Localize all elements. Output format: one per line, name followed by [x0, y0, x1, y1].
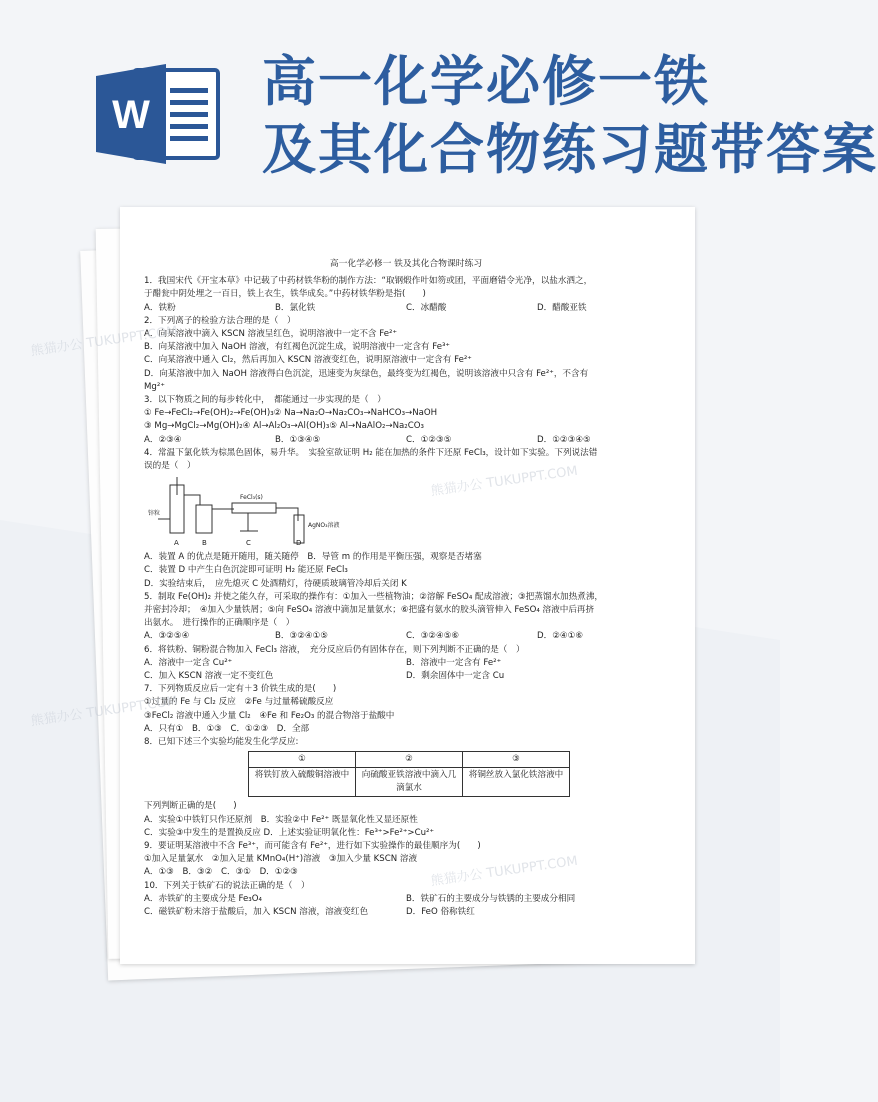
q3-stem: 3．以下物质之间的每步转化中， 都能通过一步实现的是（ ）: [144, 395, 386, 406]
q5-options: [144, 630, 668, 643]
q4-option-c: C．装置 D 中产生白色沉淀即可证明 H₂ 能还原 FeCl₃: [144, 565, 348, 576]
table-header-cell: ①: [249, 752, 356, 768]
q8-judge: 下列判断正确的是( ): [144, 801, 237, 812]
q1-stem-1: 1．我国宋代《开宝本草》中记载了中药材铁华粉的制作方法：“取钢煅作叶如笏或团，平面磨错令光净，以盐水洒之，: [144, 276, 593, 287]
q9-stem: 9．要证明某溶液中不含 Fe³⁺，而可能含有 Fe²⁺，进行如下实验操作的最佳顺序为( ): [144, 840, 481, 851]
q5-option-b: B．③②④①⑤: [275, 631, 329, 642]
q10-option-a: A．赤铁矿的主要成分是 Fe₃O₄: [144, 893, 262, 904]
q7-stem: 7．下列物质反应后一定有＋3 价铁生成的是( ): [144, 684, 337, 695]
q2-stem: 2．下列离子的检验方法合理的是（ ）: [144, 315, 296, 326]
q3-option-c: C．①②③⑤: [406, 434, 452, 445]
q5-option-d: D．②④①⑥: [537, 631, 584, 642]
q5-stem-1: 5．制取 Fe(OH)₂ 并使之能久存，可采取的操作有：①加入一些植物油；②溶解 FeSO₄ 配成溶液；③把蒸馏水加热煮沸，: [144, 591, 604, 602]
q2-option-c: C．向某溶液中通入 Cl₂，然后再加入 KSCN 溶液变红色，说明原溶液中一定含有 Fe²⁺: [144, 355, 472, 366]
q10-options-cd: [144, 906, 668, 919]
fig-label-d: D: [296, 539, 302, 548]
q2-option-a: A．向某溶液中滴入 KSCN 溶液呈红色，说明溶液中一定不含 Fe²⁺: [144, 329, 397, 340]
q8-stem: 8．已知下述三个实验均能发生化学反应:: [144, 737, 299, 748]
fig-label-c: C: [246, 539, 251, 548]
q10-option-c: C．磁铁矿粉末溶于盐酸后，加入 KSCN 溶液，溶液变红色: [144, 906, 369, 917]
q6-option-c: C．加入 KSCN 溶液一定不变红色: [144, 671, 274, 682]
q5-option-a: A．③②⑤④: [144, 631, 190, 642]
q3-option-d: D．①②③④⑤: [537, 434, 591, 445]
watermark: 熊猫办公 TUKUPPT.COM: [429, 853, 579, 890]
fig-label-zinc: 锌粒: [148, 510, 161, 518]
q2-option-d-2: Mg²⁺: [144, 381, 165, 392]
q8-options-ab: A．实验①中铁钉只作还原剂 B．实验②中 Fe²⁺ 既显氧化性又显还原性: [144, 814, 418, 825]
q2-option-b: B．向某溶液中加入 NaOH 溶液，有红褐色沉淀生成，说明溶液中一定含有 Fe³⁺: [144, 342, 450, 353]
q4-stem-1: 4．常温下氯化铁为棕黑色固体，易升华。 实验室欲证明 H₂ 能在加热的条件下还原 FeCl₃，设计如下实验。下列说法错: [144, 447, 598, 458]
q6-options-cd: [144, 670, 668, 683]
watermark: 熊猫办公 TUKUPPT.COM: [29, 693, 179, 730]
q3-option-b: B．①③④⑤: [275, 434, 321, 445]
q9-line-1: ①加入足量氯水 ②加入足量 KMnO₄(H⁺)溶液 ③加入少量 KSCN 溶液: [144, 854, 418, 865]
svg-text:W: W: [112, 93, 150, 137]
q10-options-ab: [144, 893, 668, 906]
q1-stem-2: 于醋瓮中阴处埋之一百日，铁上衣生，铁华成矣。”中药材铁华粉是指( ): [144, 289, 426, 300]
q6-option-b: B．溶液中一定含有 Fe²⁺: [406, 657, 502, 668]
q5-stem-3: 出氨水。 进行操作的正确顺序是（ ）: [144, 618, 295, 629]
q4-stem-2: 误的是（ ）: [144, 461, 196, 472]
fig-label-b: B: [202, 539, 207, 548]
q5-stem-2: 并密封冷却； ④加入少量铁屑；⑤向 FeSO₄ 溶液中滴加足量氨水；⑥把盛有氨水的胶头滴管伸入 FeSO₄ 溶液中后再挤: [144, 605, 595, 616]
q1-option-a: A．铁粉: [144, 302, 176, 313]
q6-option-a: A．溶液中一定含 Cu²⁺: [144, 657, 233, 668]
worksheet-content: [144, 258, 668, 919]
banner-title-line-2: 及其化合物练习题带答案: [262, 117, 878, 181]
table-header-cell: ③: [463, 752, 570, 768]
q7-line-2: ③FeCl₂ 溶液中通入少量 Cl₂ ④Fe 和 Fe₂O₃ 的混合物溶于盐酸中: [144, 710, 395, 721]
word-document-icon: [96, 62, 224, 166]
q6-option-d: D．剩余固体中一定含 Cu: [406, 671, 505, 682]
banner-title-line-1: 高一化学必修一铁: [262, 49, 710, 113]
fig-label-fecl3: FeCl₃(s): [240, 494, 263, 502]
q8-options-cd: C．实验③中发生的是置换反应 D．上述实验证明氧化性：Fe³⁺>Fe²⁺>Cu²⁺: [144, 827, 435, 838]
apparatus-diagram: [148, 475, 348, 547]
watermark: 熊猫办公 TUKUPPT.COM: [29, 323, 179, 360]
watermark: 熊猫办公 TUKUPPT.COM: [429, 463, 579, 500]
q8-experiment-table: [248, 751, 570, 797]
q1-option-c: C．冰醋酸: [406, 302, 447, 313]
q5-option-c: C．③②④⑤⑥: [406, 631, 460, 642]
table-cell: 将铁钉放入硫酸铜溶液中: [249, 768, 356, 797]
q1-options: [144, 302, 668, 315]
fig-label-agno3: AgNO₃溶液: [308, 522, 340, 530]
table-cell: 向硫酸亚铁溶液中滴入几滴氯水: [356, 768, 463, 797]
q4-option-ab: A．装置 A 的优点是随开随用，随关随停 B．导管 m 的作用是平衡压强，观察是否堵塞: [144, 552, 482, 563]
worksheet-title: 高一化学必修一 铁及其化合物课时练习: [329, 259, 483, 269]
table-header-cell: ②: [356, 752, 463, 768]
table-cell: 将铜丝放入氯化铁溶液中: [463, 768, 570, 797]
q9-options: A．①③ B．③② C．③① D．①②③: [144, 867, 298, 878]
q3-line-2: ③ Mg→MgCl₂→Mg(OH)₂④ Al→Al₂O₃→Al(OH)₃⑤ Al→NaAlO₂→Na₂CO₃: [144, 421, 424, 432]
q10-option-b: B．铁矿石的主要成分与铁锈的主要成分相同: [406, 893, 576, 904]
table-header-row: [249, 752, 570, 768]
q10-stem: 10．下列关于铁矿石的说法正确的是（ ）: [144, 880, 310, 891]
fig-label-a: A: [174, 539, 179, 548]
q1-option-b: B．氯化铁: [275, 302, 316, 313]
q1-option-d: D．醋酸亚铁: [537, 302, 587, 313]
q4-option-d: D．实验结束后， 应先熄灭 C 处酒精灯，待硬质玻璃管冷却后关闭 K: [144, 578, 407, 589]
q3-options: [144, 434, 668, 447]
q10-option-d: D．FeO 俗称铁红: [406, 906, 475, 917]
q3-line-1: ① Fe→FeCl₂→Fe(OH)₂→Fe(OH)₃② Na→Na₂O→Na₂CO₃→NaHCO₃→NaOH: [144, 408, 438, 419]
q6-options-ab: [144, 657, 668, 670]
q3-option-a: A．②③④: [144, 434, 182, 445]
q7-options: A．只有① B．①③ C．①②③ D．全部: [144, 723, 310, 734]
q2-option-d-1: D．向某溶液中加入 NaOH 溶液得白色沉淀，迅速变为灰绿色，最终变为红褐色，说明该溶液中只含有 Fe²⁺，不含有: [144, 368, 589, 379]
table-row: [249, 768, 570, 797]
q6-stem: 6．将铁粉、铜粉混合物加入 FeCl₃ 溶液， 充分反应后仍有固体存在，则下列判断不正确的是（ ）: [144, 644, 525, 655]
q7-line-1: ①过量的 Fe 与 Cl₂ 反应 ②Fe 与过量稀硫酸反应: [144, 697, 334, 708]
